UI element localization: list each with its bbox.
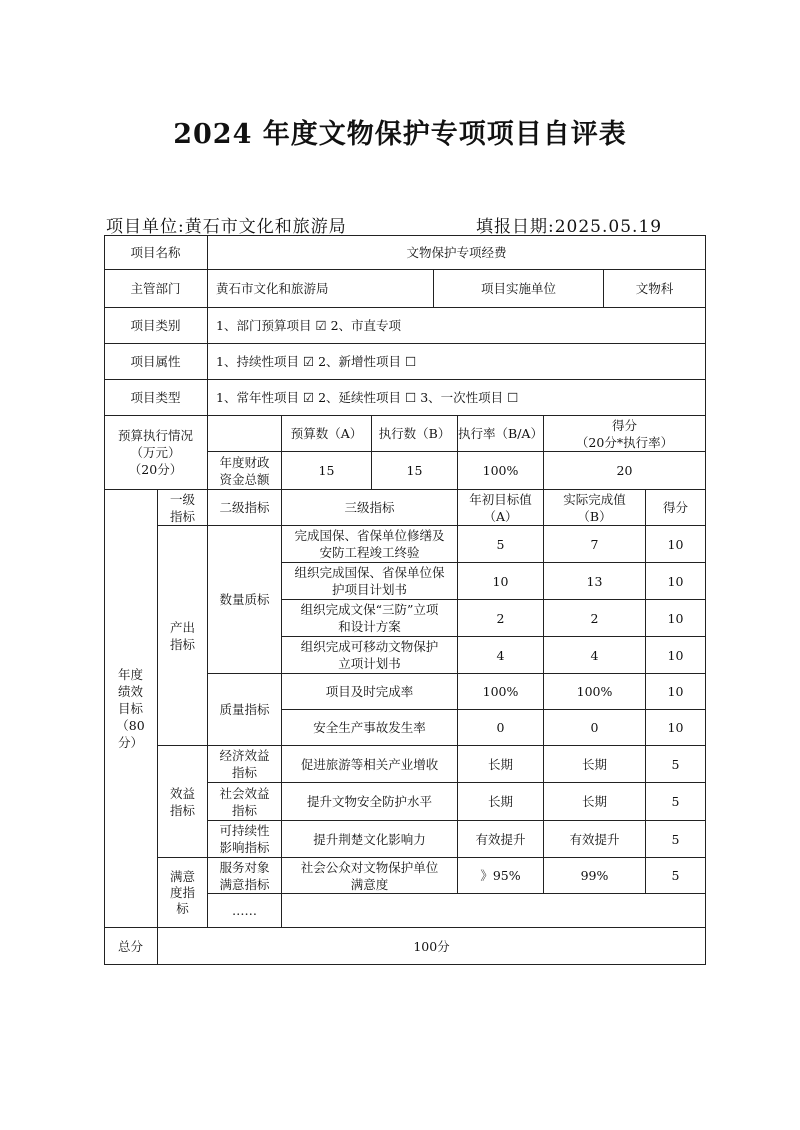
perf-h-level2: 二级指标	[208, 490, 282, 526]
budget-label-line3: （20分）	[128, 462, 183, 477]
table-row-2-score: 10	[646, 600, 706, 637]
output-indicator-line1: 产出	[169, 619, 195, 635]
page-title: 2024 年度文物保护专项项目自评表	[173, 119, 627, 150]
perf-label	[104, 490, 158, 928]
type-value: 1、常年性项目 ☑ 2、延续性项目 ☐ 3、一次性项目 ☐	[208, 380, 706, 416]
budget-b-value: 15	[372, 452, 458, 490]
perf-h-level3: 三级指标	[282, 490, 458, 526]
table-row-3-score: 10	[646, 637, 706, 674]
benefit-indicator-line2: 指标	[169, 802, 195, 818]
quantity-indicator: 数量质标	[208, 526, 282, 674]
row-7-l2-line1: 社会效益	[219, 785, 270, 801]
table-row-8-target: 有效提升	[458, 821, 544, 858]
row-2-l3-line2: 和设计方案	[338, 619, 401, 634]
row-8-l2-line2: 影响指标	[219, 840, 270, 855]
table-row-3-l3	[282, 637, 458, 674]
row-9-l3-line1: 社会公众对文物保护单位	[300, 859, 439, 875]
budget-col-score-line2: （20分*执行率）	[575, 434, 674, 450]
table-row-2-l3	[282, 600, 458, 637]
project-unit-value: 黄石市文化和旅游局	[184, 217, 347, 237]
row-3-l3-line1: 组织完成可移动文物保护	[300, 639, 439, 654]
table-row-6-actual: 长期	[544, 746, 646, 783]
table-row-2-target: 2	[458, 600, 544, 637]
table-row-2-actual: 2	[544, 600, 646, 637]
table-row-9-score: 5	[646, 858, 706, 894]
dept-value: 黄石市文化和旅游局	[208, 270, 434, 308]
table-row-5-score: 10	[646, 710, 706, 746]
table-row-8-l3: 提升荆楚文化影响力	[282, 821, 458, 858]
budget-col-rate: 执行率（B/A）	[458, 416, 544, 452]
table-row-6-target: 长期	[458, 746, 544, 783]
table-row-8-l2	[208, 821, 282, 858]
row-9-l2-line1: 服务对象	[219, 859, 270, 875]
perf-label-line3: 目标	[117, 701, 143, 716]
attribute-label: 项目属性	[104, 344, 208, 380]
table-row-4-score: 10	[646, 674, 706, 710]
table-row-8-score: 5	[646, 821, 706, 858]
row-7-l2-line2: 指标	[231, 802, 257, 818]
table-row-3-target: 4	[458, 637, 544, 674]
budget-row-label	[208, 452, 282, 490]
report-date-label: 填报日期:	[476, 217, 555, 237]
table-row-1-actual: 13	[544, 563, 646, 600]
project-name-value: 文物保护专项经费	[208, 235, 706, 270]
perf-label-line1: 年度	[117, 667, 143, 682]
report-date-line	[476, 212, 662, 237]
table-row-8-actual: 有效提升	[544, 821, 646, 858]
perf-h-actual-line1: 实际完成值	[563, 491, 626, 507]
total-value: 100分	[158, 928, 706, 965]
impl-unit-value: 文物科	[604, 270, 706, 308]
table-row-10-blank	[282, 894, 706, 928]
table-row-9-l2	[208, 858, 282, 894]
table-row-0-target: 5	[458, 526, 544, 563]
row-9-l3-line2: 满意度	[350, 876, 389, 892]
table-row-9-target: 》95%	[458, 858, 544, 894]
budget-score-value: 20	[544, 452, 706, 490]
row-3-l3-line2: 立项计划书	[338, 656, 401, 671]
budget-row-label-line1: 年度财政	[219, 454, 270, 470]
budget-rate-value: 100%	[458, 452, 544, 490]
table-row-6-l3: 促进旅游等相关产业增收	[282, 746, 458, 783]
benefit-indicator	[158, 746, 208, 858]
table-row-3-actual: 4	[544, 637, 646, 674]
perf-h-level1	[158, 490, 208, 526]
project-name-label: 项目名称	[104, 235, 208, 270]
perf-label-line4: （80	[116, 718, 145, 733]
table-row-0-l3	[282, 526, 458, 563]
table-row-5-target: 0	[458, 710, 544, 746]
dept-label: 主管部门	[104, 270, 208, 308]
perf-h-actual	[544, 490, 646, 526]
row-6-l2-line1: 经济效益	[219, 748, 270, 763]
row-6-l2-line2: 指标	[231, 765, 257, 780]
satisfaction-indicator	[158, 858, 208, 928]
table-row-9-l3	[282, 858, 458, 894]
table-row-7-l2	[208, 783, 282, 821]
row-9-l2-line2: 满意指标	[219, 876, 270, 892]
row-2-l3-line1: 组织完成文保“三防”立项	[300, 602, 439, 617]
budget-label	[104, 416, 208, 490]
budget-col-a: 预算数（A）	[282, 416, 372, 452]
budget-col-score-line1: 得分	[611, 417, 637, 433]
attribute-value: 1、持续性项目 ☑ 2、新增性项目 ☐	[208, 344, 706, 380]
row-8-l2-line1: 可持续性	[219, 823, 270, 838]
evaluation-table	[104, 235, 706, 965]
report-date-value: 2025.05.19	[554, 217, 663, 237]
row-1-l3-line1: 组织完成国保、省保单位保	[294, 565, 445, 580]
perf-h-target-line1: 年初目标值	[469, 491, 532, 507]
perf-h-actual-line2: （B）	[577, 508, 612, 524]
total-label: 总分	[104, 928, 158, 965]
perf-label-line2: 绩效	[117, 684, 143, 699]
budget-blank-header	[208, 416, 282, 452]
benefit-indicator-line1: 效益	[169, 785, 195, 801]
table-row-5-l3: 安全生产事故发生率	[282, 710, 458, 746]
type-label: 项目类型	[104, 380, 208, 416]
perf-h-target	[458, 490, 544, 526]
satisfaction-indicator-line1: 满意	[169, 868, 195, 884]
table-row-7-l3: 提升文物安全防护水平	[282, 783, 458, 821]
category-value: 1、部门预算项目 ☑ 2、市直专项	[208, 308, 706, 344]
budget-a-value: 15	[282, 452, 372, 490]
perf-h-level1-line2: 指标	[169, 508, 195, 524]
perf-h-level1-line1: 一级	[169, 491, 195, 507]
perf-label-line5: 分）	[117, 735, 143, 750]
budget-row-label-line2: 资金总额	[219, 471, 270, 487]
table-row-9-actual: 99%	[544, 858, 646, 894]
project-unit-label: 项目单位:	[106, 217, 185, 237]
budget-label-line2: （万元）	[130, 445, 181, 460]
table-row-1-target: 10	[458, 563, 544, 600]
perf-h-target-line2: （A）	[483, 508, 518, 524]
table-row-7-score: 5	[646, 783, 706, 821]
table-row-1-score: 10	[646, 563, 706, 600]
output-indicator	[158, 526, 208, 746]
perf-h-score: 得分	[646, 490, 706, 526]
table-row-4-l3: 项目及时完成率	[282, 674, 458, 710]
table-row-6-l2	[208, 746, 282, 783]
satisfaction-indicator-line3: 标	[176, 900, 189, 916]
project-unit-line	[106, 212, 347, 237]
table-row-1-l3	[282, 563, 458, 600]
table-row-6-score: 5	[646, 746, 706, 783]
table-row-0-score: 10	[646, 526, 706, 563]
budget-col-score	[544, 416, 706, 452]
budget-col-b: 执行数（B）	[372, 416, 458, 452]
row-0-l3-line1: 完成国保、省保单位修缮及	[294, 528, 445, 543]
impl-unit-label: 项目实施单位	[434, 270, 604, 308]
row-0-l3-line2: 安防工程竣工终验	[319, 545, 420, 560]
budget-label-line1: 预算执行情况	[117, 428, 193, 443]
table-row-4-target: 100%	[458, 674, 544, 710]
table-row-7-target: 长期	[458, 783, 544, 821]
category-label: 项目类别	[104, 308, 208, 344]
table-row-10-l2: ……	[208, 894, 282, 928]
row-1-l3-line2: 护项目计划书	[331, 582, 407, 597]
table-row-7-actual: 长期	[544, 783, 646, 821]
table-row-4-actual: 100%	[544, 674, 646, 710]
table-row-5-actual: 0	[544, 710, 646, 746]
quality-indicator: 质量指标	[208, 674, 282, 746]
satisfaction-indicator-line2: 度指	[169, 884, 195, 900]
table-row-0-actual: 7	[544, 526, 646, 563]
output-indicator-line2: 指标	[169, 636, 195, 652]
